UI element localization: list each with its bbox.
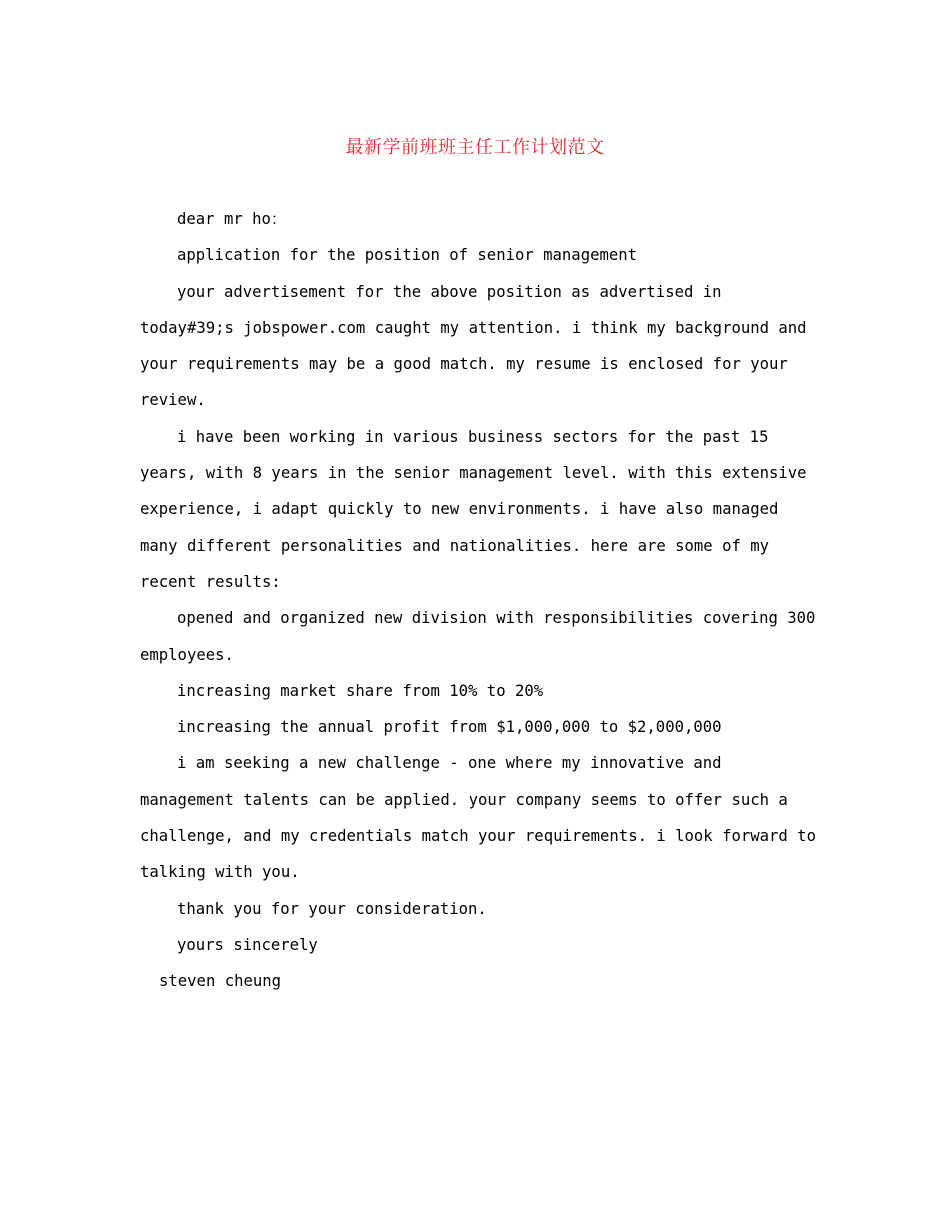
paragraph-line: talking with you. [140, 863, 300, 882]
paragraph-challenge [140, 745, 820, 890]
result-item [140, 600, 820, 673]
paragraph-line: review. [140, 391, 206, 410]
paragraph-line: experience, i adapt quickly to new environments. i have also managed [140, 500, 779, 519]
document-title: 最新学前班班主任工作计划范文 [345, 137, 605, 158]
salutation: dear mr ho： [177, 210, 287, 228]
paragraph-line: today#39;s jobspower.com caught my attention. i think my background and [140, 318, 807, 337]
paragraph-line: opened and organized new division with responsibilities covering 300 [177, 609, 816, 628]
subject-line: application for the position of senior management [177, 246, 638, 265]
result-item: increasing market share from 10% to 20% [177, 681, 544, 700]
paragraph-line: employees. [140, 645, 234, 664]
letter-body [140, 201, 820, 1000]
paragraph-line: your requirements may be a good match. my resume is enclosed for your [140, 355, 788, 374]
paragraph-line: management talents can be applied. your company seems to offer such a [140, 790, 788, 809]
paragraph-line: years, with 8 years in the senior management level. with this extensive [140, 464, 807, 483]
paragraph-line: your advertisement for the above position as advertised in [177, 282, 722, 301]
paragraph-experience [140, 419, 820, 600]
closing-line: yours sincerely [177, 935, 318, 954]
thanks-line: thank you for your consideration. [177, 899, 487, 918]
paragraph-line: i am seeking a new challenge - one where my innovative and [177, 754, 722, 773]
signature-name: steven cheung [159, 972, 282, 991]
paragraph-line: many different personalities and nationalities. here are some of my [140, 536, 770, 555]
paragraph-advertisement [140, 274, 820, 419]
paragraph-line: recent results: [140, 572, 281, 591]
paragraph-line: challenge, and my credentials match your requirements. i look forward to [140, 827, 816, 846]
paragraph-line: i have been working in various business sectors for the past 15 [177, 427, 769, 446]
result-item: increasing the annual profit from $1,000,000 to $2,000,000 [177, 718, 722, 737]
